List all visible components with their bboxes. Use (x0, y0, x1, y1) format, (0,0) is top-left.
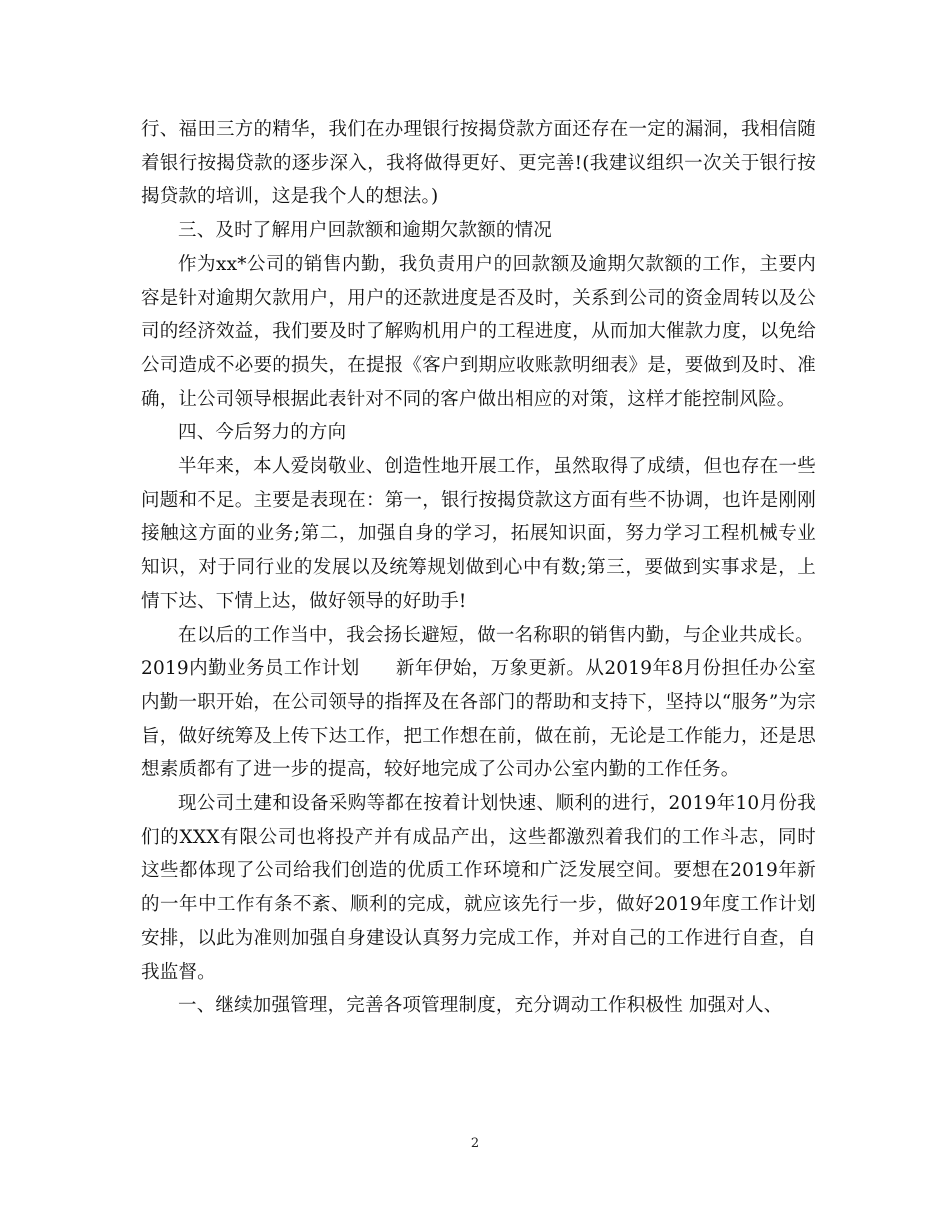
section-heading-1: 一、继续加强管理，完善各项管理制度，充分调动工作积极性 加强对人、 (178, 995, 783, 1017)
page-number: 2 (470, 1136, 480, 1151)
paragraph-repayment: 作为xx*公司的销售内勤，我负责用户的回款额及逾期欠款额的工作，主要内容是针对逾期欠款用户，用户的还款进度是否及时，关系到公司的资金周转以及公司的经济效益，我们要及时了解购机用户的工程进度，从而加大催款力度，以免给公司造成不必要的损失，在提报《客户到期应收账款明细表》是，要做到及时、准确，让公司领导根据此表针对不同的客户做出相应的对策，这样才能控制风险。 (141, 253, 816, 410)
paragraph-company-progress: 现公司土建和设备采购等都在按着计划快速、顺利的进行，2019年10月份我们的XXX有限公司也将投产并有成品产出，这些都激烈着我们的工作斗志，同时这些都体现了公司给我们创造的优质工作环境和广泛发展空间。要想在2019年新的一年中工作有条不紊、顺利的完成，就应该先行一步，做好2019年度工作计划安排，以此为准则加强自身建设认真努力完成工作，并对自己的工作进行自查，自我监督。 (141, 793, 816, 983)
section-heading-3: 三、及时了解用户回款额和逾期欠款额的情况 (178, 220, 553, 242)
section-heading-4: 四、今后努力的方向 (178, 422, 347, 444)
paragraph-future: 在以后的工作当中，我会扬长避短，做一名称职的销售内勤，与企业共成长。 (178, 624, 814, 646)
paragraph-continuation: 行、福田三方的精华，我们在办理银行按揭贷款方面还存在一定的漏洞，我相信随着银行按揭贷款的逐步深入，我将做得更好、更完善!(我建议组织一次关于银行按揭贷款的培训，这是我个人的想法。) (141, 119, 816, 208)
paragraph-shortcomings: 半年来，本人爱岗敬业、创造性地开展工作，虽然取得了成绩，但也存在一些问题和不足。主要是表现在：第一，银行按揭贷款这方面有些不协调，也许是刚刚接触这方面的业务;第二，加强自身的学习，拓展知识面，努力学习工程机械专业知识，对于同行业的发展以及统筹规划做到心中有数;第三，要做到实事求是，上情下达、下情上达，做好领导的好助手! (141, 456, 816, 612)
document-body (141, 113, 816, 1023)
work-plan-title: 2019内勤业务员工作计划 (141, 658, 360, 680)
work-plan-text: 新年伊始，万象更新。从2019年8月份担任办公室内勤一职开始，在公司领导的指挥及在各部门的帮助和支持下，坚持以“服务”为宗旨，做好统筹及上传下达工作，把工作想在前，做在前，无论是工作能力，还是思想素质都有了进一步的提高，较好地完成了公司办公室内勤的工作任务。 (141, 658, 816, 781)
paragraph-work-plan (141, 652, 816, 787)
